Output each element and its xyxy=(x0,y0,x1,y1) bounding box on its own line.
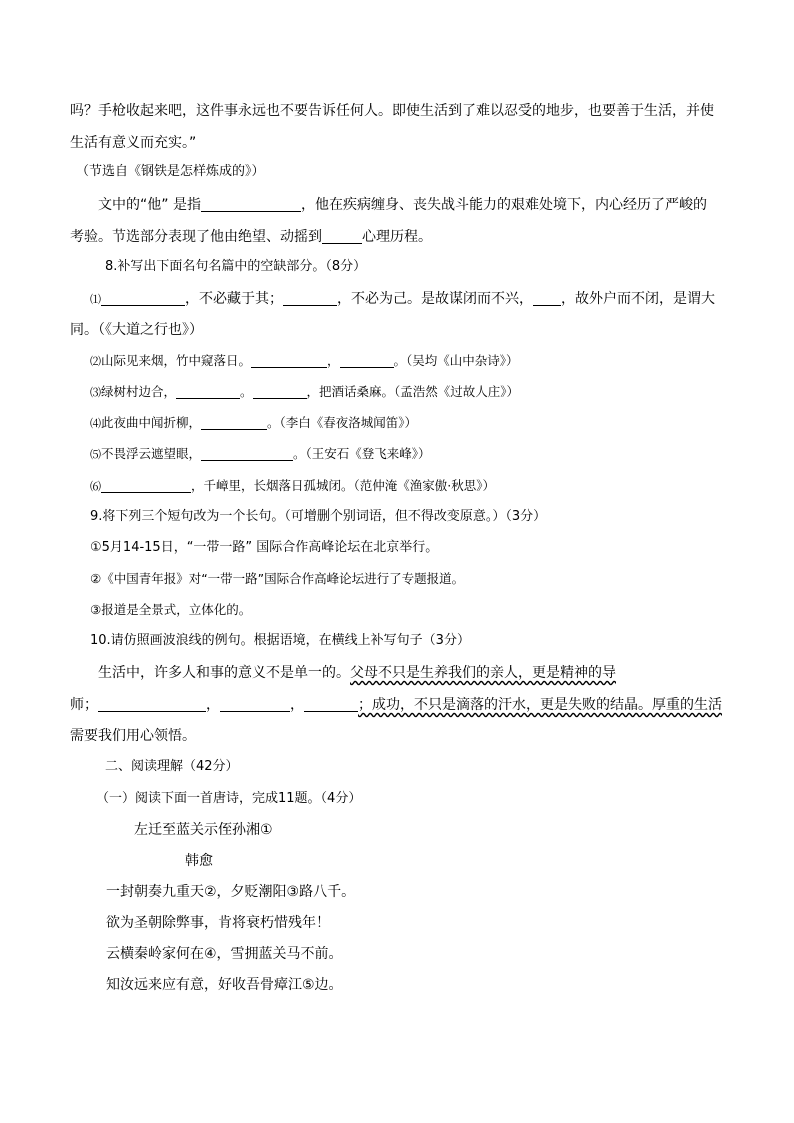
item-number: ⑶ xyxy=(90,386,101,399)
answer-blank[interactable] xyxy=(322,228,362,244)
question-he-text-c: 考验。节选部分表现了他由绝望、动摇到 xyxy=(70,229,322,245)
answer-blank[interactable] xyxy=(201,445,293,461)
question-he-text-d: 心理历程。 xyxy=(362,229,432,245)
item-text: ，千嶂里，长烟落日孤城闭。（范仲淹《渔家傲·秋思》） xyxy=(191,478,495,493)
item-text: 绿树村边合， xyxy=(101,384,177,399)
item-text: ，不必藏于其； xyxy=(185,291,283,307)
q10-text: ， xyxy=(290,697,304,713)
item-text: ，故外户而不闭，是谓大 xyxy=(561,291,715,307)
item-number: ⑴ xyxy=(90,293,101,306)
q10-text: 师 xyxy=(70,697,84,713)
item-number: ⑷ xyxy=(90,417,101,430)
answer-blank[interactable] xyxy=(533,290,561,306)
answer-blank[interactable] xyxy=(340,352,394,368)
answer-blank[interactable] xyxy=(98,696,206,712)
item-text: ， xyxy=(327,353,340,368)
q10-text: ， xyxy=(206,697,220,713)
answer-blank[interactable] xyxy=(251,352,327,368)
q8-item-4 xyxy=(90,413,417,434)
question-he-text-b: ，他在疾病缠身、丧失战斗能力的艰难处境下，内心经历了严峻的 xyxy=(300,197,707,213)
answer-blank[interactable] xyxy=(304,696,358,712)
q8-item-2 xyxy=(90,351,519,372)
q8-item-5 xyxy=(90,444,431,465)
q10-text: 生活中，许多人和事的意义不是单一的。 xyxy=(98,665,350,681)
item-number: ⑵ xyxy=(90,355,101,368)
question-he-line xyxy=(98,195,707,215)
item-text: 山际见来烟，竹中窥落日。 xyxy=(101,353,252,368)
q10-title: 10.请仿照画波浪线的例句。根据语境，在横线上补写句子（3分） xyxy=(90,633,470,648)
item-text: 。（王安石《登飞来峰》） xyxy=(293,446,431,461)
q8-item-1 xyxy=(90,289,715,310)
question-he-text-a: 文中的“他” 是指 xyxy=(98,197,201,213)
passage-line-1: 吗？手枪收起来吧，这件事永远也不要告诉任何人。即使生活到了难以忍受的地步，也要善于生活，并使 xyxy=(70,103,714,119)
poem-author: 韩愈 xyxy=(185,853,213,869)
item-text: ，把酒话桑麻。（孟浩然《过故人庄》） xyxy=(306,384,520,399)
q9-sentence-2: ②《中国青年报》对“一带一路”国际合作高峰论坛进行了专题报道。 xyxy=(90,571,465,586)
item-text: 。 xyxy=(240,384,253,399)
item-number: ⑹ xyxy=(90,480,101,493)
answer-blank[interactable] xyxy=(283,290,337,306)
q10-line-1 xyxy=(98,663,616,683)
item-number: ⑸ xyxy=(90,448,101,461)
answer-blank[interactable] xyxy=(253,383,307,399)
q8-item-3 xyxy=(90,382,519,403)
item-text: ，不必为己。是故谋闭而不兴， xyxy=(337,291,533,307)
passage-source: （节选自《钢铁是怎样炼成的》） xyxy=(76,164,265,179)
q9-sentence-1: ①5月14-15日，“一带一路” 国际合作高峰论坛在北京举行。 xyxy=(90,540,439,555)
q10-line-3: 需要我们用心领悟。 xyxy=(70,728,196,744)
answer-blank[interactable] xyxy=(101,477,191,493)
answer-blank[interactable] xyxy=(101,290,185,306)
q9-title: 9.将下列三个短句改为一个长句。（可增删个别词语，但不得改变原意。）（3分） xyxy=(90,509,547,524)
item-text: 不畏浮云遮望眼， xyxy=(101,446,202,461)
answer-blank[interactable] xyxy=(176,383,240,399)
poem-line: 欲为圣朝除弊事，肯将衰朽惜残年！ xyxy=(106,915,330,931)
answer-blank[interactable] xyxy=(220,696,290,712)
q10-wavy-example: ；成功，不只是滴落的汗水，更是失败的结晶。厚重的生活 xyxy=(358,697,722,713)
q9-sentence-3: ③报道是全景式，立体化的。 xyxy=(90,602,252,617)
poem-line: 云横秦岭家何在④，雪拥蓝关马不前。 xyxy=(106,946,343,962)
item-text: 。（吴均《山中杂诗》） xyxy=(393,353,519,368)
poem-line: 知汝远来应有意，好收吾骨瘴江⑤边。 xyxy=(106,977,343,993)
passage-line-2: 生活有意义而充实。” xyxy=(70,135,197,151)
answer-blank[interactable] xyxy=(201,196,301,212)
poem-line: 一封朝奏九重天②，夕贬潮阳③路八千。 xyxy=(106,884,356,900)
q8-title: 8.补写出下面名句名篇中的空缺部分。（8分） xyxy=(105,259,367,274)
item-text: 此夜曲中闻折柳， xyxy=(101,415,202,430)
section-2-sub-1: （一）阅读下面一首唐诗，完成11题。（4分） xyxy=(96,791,362,806)
poem-title: 左迁至蓝关示侄孙湘① xyxy=(134,822,273,838)
section-2-title: 二、阅读理解（42分） xyxy=(105,759,239,774)
q10-wavy-example: 父母不只是生养我们的亲人，更是精神的导 xyxy=(350,665,616,681)
answer-blank[interactable] xyxy=(201,414,267,430)
q10-text: ； xyxy=(84,697,98,713)
q10-line-2 xyxy=(70,695,722,715)
q8-item-6 xyxy=(90,476,495,497)
q8-item-1-cont: 同。（《大道之行也》） xyxy=(70,322,203,338)
question-he-line-2 xyxy=(70,227,432,247)
item-text: 。（李白《春夜洛城闻笛》） xyxy=(267,415,418,430)
